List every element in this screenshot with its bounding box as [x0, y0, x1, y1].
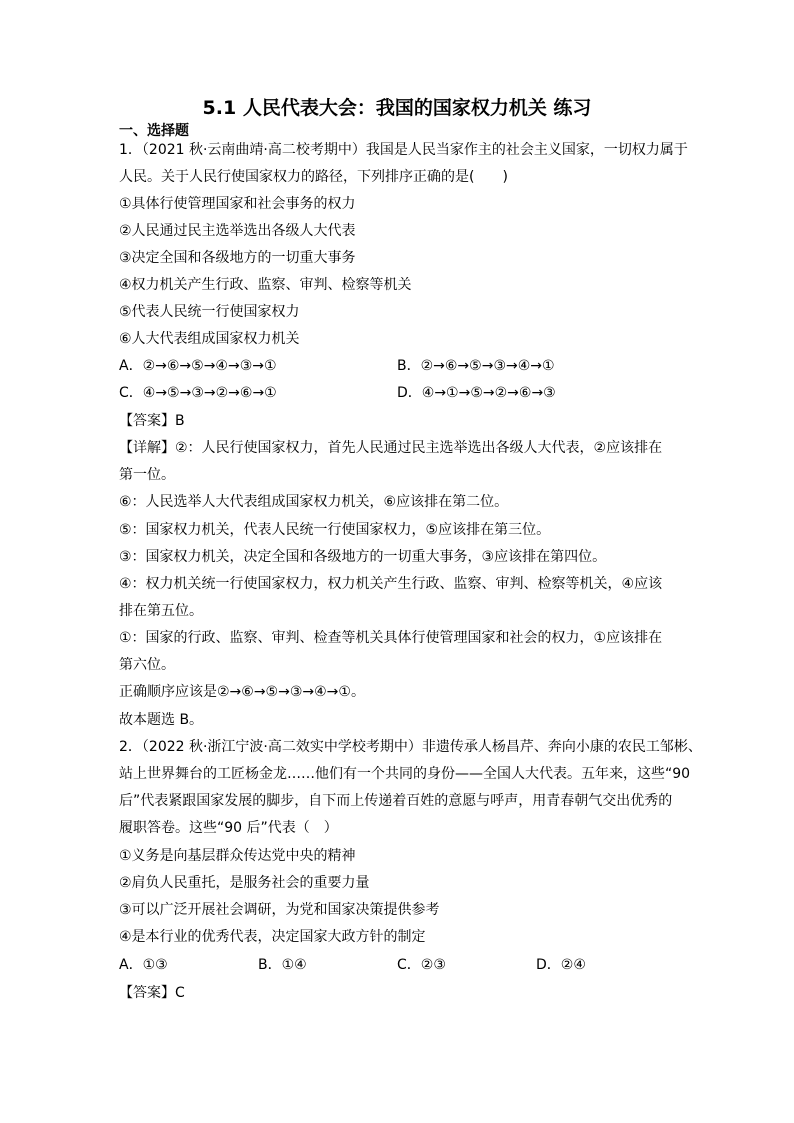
q2-answer: 【答案】C — [119, 985, 185, 1001]
q2-item-1: ①义务是向基层群众传达党中央的精神 — [119, 848, 356, 864]
q2-stem-line-2: 站上世界舞台的工匠杨金龙……他们有一个共同的身份——全国人大代表。五年来，这些“90 — [119, 766, 691, 782]
q2-option-c: C．②③ — [397, 957, 446, 973]
q1-explanation-line-9: 第六位。 — [119, 657, 175, 673]
q1-item-4: ④权力机关产生行政、监察、审判、检察等机关 — [119, 277, 412, 293]
q1-item-6: ⑥人大代表组成国家权力机关 — [119, 331, 300, 347]
q1-option-d: D．④→①→⑤→②→⑥→③ — [397, 385, 556, 401]
q1-item-1: ①具体行使管理国家和社会事务的权力 — [119, 196, 356, 212]
q1-stem-line-2: 人民。关于人民行使国家权力的路径，下列排序正确的是( ) — [119, 169, 508, 185]
q1-item-3: ③决定全国和各级地方的一切重大事务 — [119, 250, 356, 266]
page-title: 5.1 人民代表大会：我国的国家权力机关 练习 — [202, 97, 592, 119]
q1-explanation-line-6: ④：权力机关统一行使国家权力，权力机关产生行政、监察、审判、检察等机关，④应该 — [119, 576, 663, 592]
q1-item-2: ②人民通过民主选举选出各级人大代表 — [119, 223, 356, 239]
section-heading: 一、选择题 — [119, 123, 189, 139]
q1-option-a: A．②→⑥→⑤→④→③→① — [119, 358, 277, 374]
q1-answer: 【答案】B — [119, 413, 185, 429]
q1-explanation-line-3: ⑥：人民选举人大代表组成国家权力机关，⑥应该排在第二位。 — [119, 494, 509, 510]
q1-explanation-line-4: ⑤：国家权力机关，代表人民统一行使国家权力，⑤应该排在第三位。 — [119, 522, 551, 538]
q1-stem-line-1: 1．（2021 秋·云南曲靖·高二校考期中）我国是人民当家作主的社会主义国家，一切权力属于 — [119, 142, 688, 158]
q2-option-b: B．①④ — [258, 957, 307, 973]
q1-explanation-line-1: 【详解】②：人民行使国家权力，首先人民通过民主选举选出各级人大代表，②应该排在 — [119, 440, 663, 456]
q1-explanation-line-7: 排在第五位。 — [119, 603, 203, 619]
q2-stem-line-3: 后”代表紧跟国家发展的脚步，自下而上传递着百姓的意愿与呼声，用青春朝气交出优秀的 — [119, 793, 673, 809]
q1-item-5: ⑤代表人民统一行使国家权力 — [119, 304, 300, 320]
q2-stem-line-1: 2．（2022 秋·浙江宁波·高二效实中学校考期中）非遗传承人杨昌芹、奔向小康的农民工邹彬、 — [119, 739, 702, 755]
q1-explanation-line-5: ③：国家权力机关，决定全国和各级地方的一切重大事务，③应该排在第四位。 — [119, 549, 607, 565]
q2-item-2: ②肩负人民重托，是服务社会的重要力量 — [119, 875, 370, 891]
q2-item-3: ③可以广泛开展社会调研，为党和国家决策提供参考 — [119, 902, 440, 918]
q1-option-b: B．②→⑥→⑤→③→④→① — [397, 358, 555, 374]
q1-explanation-line-2: 第一位。 — [119, 467, 175, 483]
q1-explanation-line-10: 正确顺序应该是②→⑥→⑤→③→④→①。 — [119, 684, 365, 700]
q2-option-d: D．②④ — [536, 957, 586, 973]
q2-stem-line-4: 履职答卷。这些“90 后”代表（ ） — [119, 820, 338, 836]
q1-explanation-line-8: ①：国家的行政、监察、审判、检查等机关具体行使管理国家和社会的权力，①应该排在 — [119, 630, 663, 646]
q1-explanation-line-11: 故本题选 B。 — [119, 712, 204, 728]
q2-option-a: A．①③ — [119, 957, 168, 973]
q1-option-c: C．④→⑤→③→②→⑥→① — [119, 385, 277, 401]
q2-item-4: ④是本行业的优秀代表，决定国家大政方针的制定 — [119, 929, 426, 945]
